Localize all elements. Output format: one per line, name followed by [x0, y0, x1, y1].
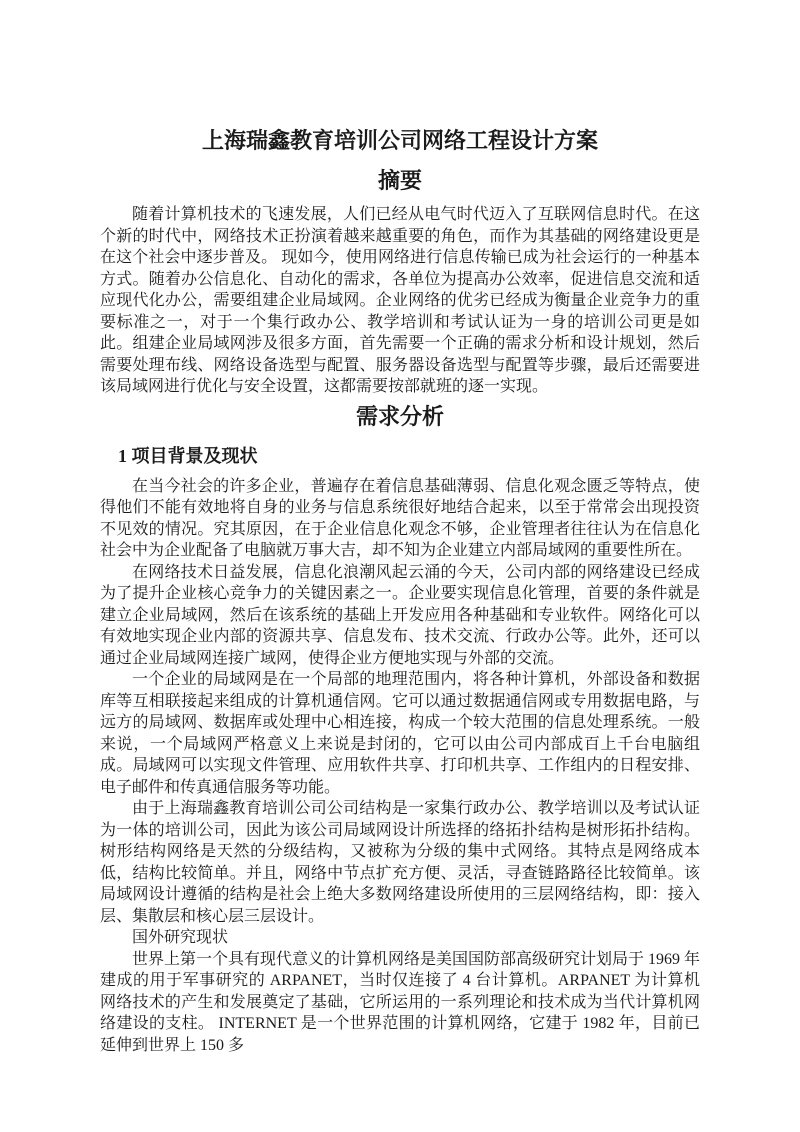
requirements-analysis-heading: 需求分析: [355, 403, 444, 429]
abstract-paragraph: 随着计算机技术的飞速发展，人们已经从电气时代迈入了互联网信息时代。在这个新的时代中，网络技术正扮演着越来越重要的角色，而作为其基础的网络建设更是在这个社会中逐步普及。 现如今，使用网络进行信息传输已成为社会运行的一种基本方式。随着办公信息化、自动化的需求，各单位为提高办公效率，促进信息交流和适应现代化办公，需要组建企业局域网。企业网络的优劣已经成为衡量企业竞争力的重要标准之一，对于一个集行政办公、教学培训和考试认证为一身的培训公司更是如此。组建企业局域网涉及很多方面，首先需要一个正确的需求分析和设计规划，然后需要处理布线、网络设备选型与配置、服务器设备选型与配置等步骤，最后还需要进该局域网进行优化与安全设置，这都需要按部就班的逐一实现。: [100, 206, 700, 395]
section-1-paragraph-1: 在当今社会的许多企业，普遍存在着信息基础薄弱、信息化观念匮乏等特点，使得他们不能有效地将自身的业务与信息系统很好地结合起来，以至于常常会出现投资不见效的情况。究其原因，在于企业信息化观念不够，企业管理者往往认为在信息化社会中为企业配备了电脑就万事大吉，却不知为企业建立内部局域网的重要性所在。: [100, 477, 700, 559]
section-1-paragraph-3: 一个企业的局域网是在一个局部的地理范围内，将各种计算机，外部设备和数据库等互相联接起来组成的计算机通信网。它可以通过数据通信网或专用数据电路，与远方的局域网、数据库或处理中心相连接，构成一个较大范围的信息处理系统。一般来说，一个局域网严格意义上来说是封闭的，它可以由公司内部成百上千台电脑组成。局域网可以实现文件管理、应用软件共享、打印机共享、工作组内的日程安排、电子邮件和传真通信服务等功能。: [100, 671, 700, 796]
section-1-heading: 1 项目背景及现状: [118, 445, 258, 466]
document-title: 上海瑞鑫教育培训公司网络工程设计方案: [201, 128, 598, 153]
foreign-research-paragraph: 世界上第一个具有现代意义的计算机网络是美国国防部高级研究计划局于 1969 年建成的用于军事研究的 ARPANET，当时仅连接了 4 台计算机。ARPANET 为计算机网络技术的产生和发展奠定了基础，它所运用的一系列理论和技术成为当代计算机网络建设的支柱。 INTERNET 是一个世界范围的计算机网络，它建于 1982 年，目前已延伸到世界上 150 多: [100, 950, 701, 1054]
abstract-heading: 摘要: [377, 168, 422, 193]
section-1-paragraph-4: 由于上海瑞鑫教育培训公司公司结构是一家集行政办公、教学培训以及考试认证为一体的培训公司，因此为该公司局域网设计所选择的络拓扑结构是树形拓扑结构。树形结构网络是天然的分级结构，又被称为分级的集中式网络。其特点是网络成本低，结构比较简单。并且，网络中节点扩充方便、灵活，寻查链路路径比较简单。该局域网设计遵循的结构是社会上绝大多数网络建设所使用的三层网络结构，即：接入层、集散层和核心层三层设计。: [100, 800, 700, 925]
foreign-research-subheading: 国外研究现状: [132, 929, 229, 946]
section-1-paragraph-2: 在网络技术日益发展，信息化浪潮风起云涌的今天，公司内部的网络建设已经成为了提升企业核心竞争力的关键因素之一。企业要实现信息化管理，首要的条件就是建立企业局域网，然后在该系统的基础上开发应用各种基础和专业软件。网络化可以有效地实现企业内部的资源共享、信息发布、技术交流、行政办公等。此外，还可以通过企业局域网连接广域网，使得企业方便地实现与外部的交流。: [100, 563, 700, 667]
